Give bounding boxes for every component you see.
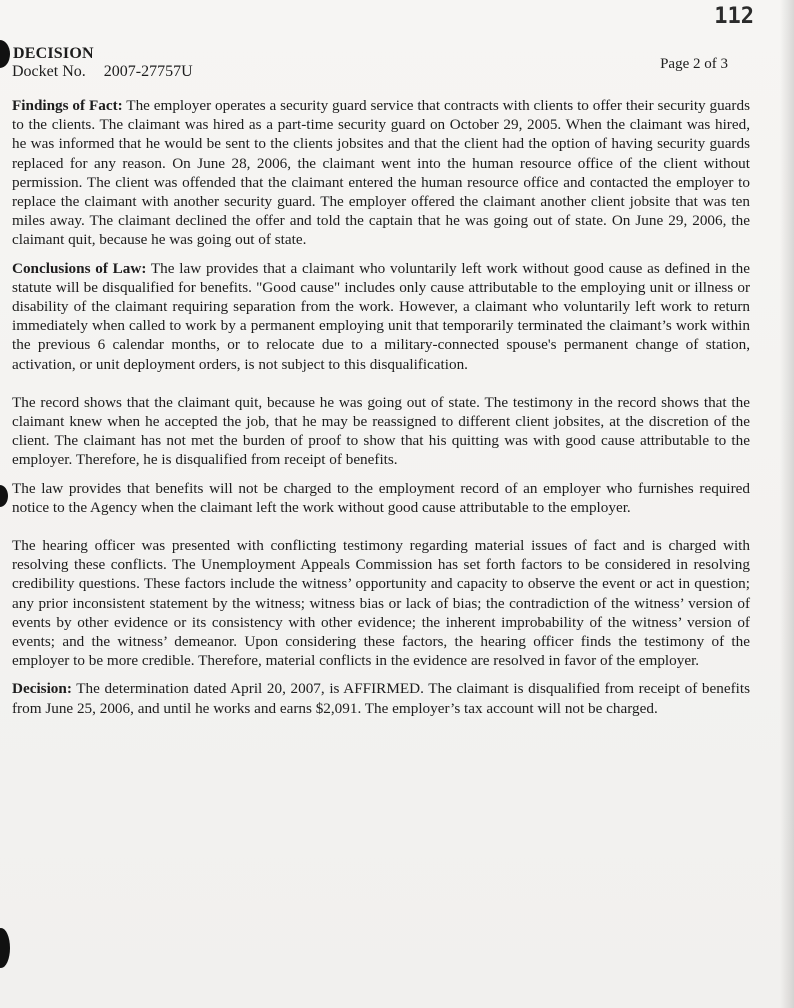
decision-paragraph	[12, 679, 750, 717]
conclusions-of-law-paragraph	[12, 259, 750, 374]
findings-of-fact-text: The employer operates a security guard service that contracts with clients to offer their security guards to the clients. The claimant was hired as a part-time security guard on October 29, 2005. When the claimant was hired, he was informed that he would be sent to the clients jobsites and that the client had the option of having security guards replaced for any reason. On June 28, 2006, the claimant went into the human resource office of the client without permission. The client was offended that the claimant entered the human resource office and contacted the employer to replace the claimant with another security guard. The employer offered the claimant another client jobsite that was ten miles away. The claimant declined the offer and told the captain that he was going out of state. On June 29, 2006, the claimant quit, because he was going out of state.	[12, 97, 750, 249]
document-body	[12, 96, 750, 727]
findings-of-fact-paragraph	[12, 96, 750, 250]
record-paragraph	[12, 393, 750, 470]
decision-text: The determination dated April 20, 2007, is AFFIRMED. The claimant is disqualified from receipt of benefits from June 25, 2006, and until he works and earns $2,091. The employer’s tax account will not be charged.	[12, 680, 750, 717]
document-title: DECISION	[13, 45, 94, 62]
conclusions-of-law-text: The law provides that a claimant who voluntarily left work without good cause as defined in the statute will be disqualified for benefits. "Good cause" includes only cause attributable to the employing unit or illness or disability of the claimant requiring separation from the work. However, a claimant who voluntarily left work to return immediately when called to work by a permanent employing unit that temporarily terminated the claimant’s work within the previous 6 calendar months, or to relocate due to a military-connected spouse's permanent change of station, activation, or unit deployment orders, is not subject to this disqualification.	[12, 259, 750, 373]
findings-of-fact-heading: Findings of Fact:	[12, 97, 123, 114]
record-text: The record shows that the claimant quit, because he was going out of state. The testimony in the record shows that the claimant knew when he accepted the job, that he may be reassigned to different client jobsites, at the discretion of the client. The claimant has not met the burden of proof to show that his quitting was with good cause attributable to the employer. Therefore, he is disqualified from receipt of benefits.	[12, 393, 750, 469]
decision-heading: Decision:	[12, 680, 72, 698]
punch-hole-bottom	[0, 928, 10, 968]
page-edge-shadow	[780, 0, 794, 1008]
page-number: Page 2 of 3	[660, 56, 728, 72]
docket-number: 2007-27757U	[103, 63, 193, 80]
credibility-text: The hearing officer was presented with conflicting testimony regarding material issues of fact and is charged with resolving these conflicts. The Unemployment Appeals Commission has set forth factors to be considered in resolving credibility questions. These factors include the witness’ opportunity and capacity to observe the event or act in question; any prior inconsistent statement by the witness; witness bias or lack of bias; the contradiction of the witness’ version of events by other evidence or its consistency with other evidence; the inherent improbability of the witness’ version of events; and the witness’ demeanor. Upon considering these factors, the hearing officer finds the testimony of the employer to be more credible. Therefore, material conflicts in the evidence are resolved in favor of the employer.	[12, 537, 750, 670]
benefits-charge-paragraph	[12, 479, 750, 517]
punch-hole-top	[0, 40, 10, 68]
benefits-charge-text: The law provides that benefits will not be charged to the employment record of an employer who furnishes required notice to the Agency when the claimant left the work without good cause attributable to the employer.	[12, 479, 750, 516]
docket-line	[12, 63, 193, 81]
page-stamp-number: 112	[714, 4, 754, 29]
credibility-paragraph	[12, 536, 750, 670]
docket-label: Docket No.	[12, 63, 86, 80]
conclusions-of-law-heading: Conclusions of Law:	[12, 259, 147, 277]
punch-hole-middle	[0, 485, 8, 507]
